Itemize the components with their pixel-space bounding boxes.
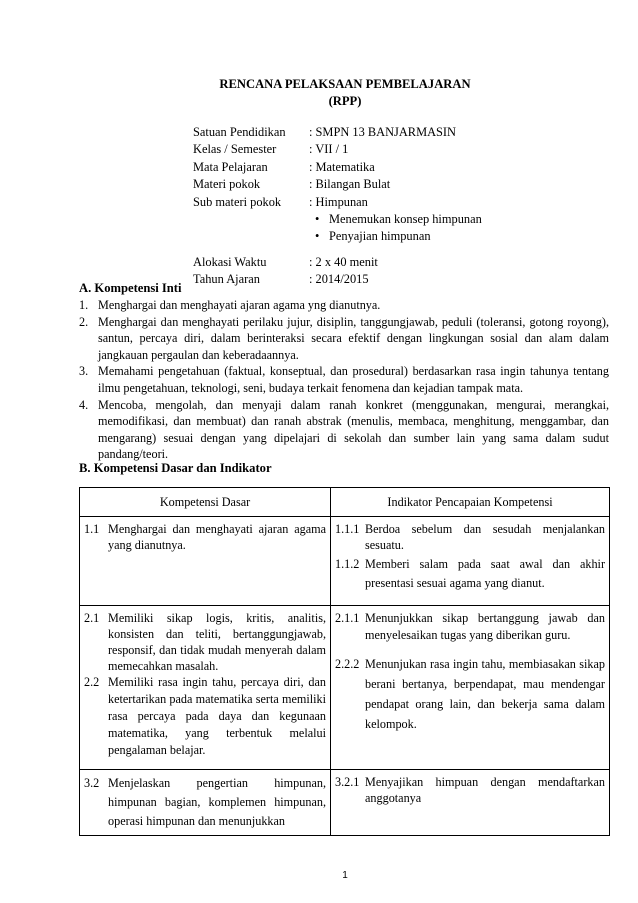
- table-row: [80, 517, 610, 606]
- section-b-heading: B. Kompetensi Dasar dan Indikator: [79, 461, 272, 475]
- kd-item: 3.2 Menjelaskan pengertian himpunan, himpunan bagian, komplemen himpunan, operasi himpunan dan menunjukkan: [84, 776, 326, 828]
- meta-row: Sub materi pokok : Himpunan: [193, 194, 368, 209]
- indicator-item: 1.1.2 Memberi salam pada saat awal dan akhir presentasi sesuai agama yang dianut.: [335, 557, 605, 590]
- kd-item: 2.2 Memiliki rasa ingin tahu, percaya diri, dan ketertarikan pada matematika serta memiliki rasa percaya pada daya dan kegunaan matematika, yang terbentuk melalui pengalaman belajar.: [84, 675, 326, 757]
- meta-row: Alokasi Waktu : 2 x 40 menit: [193, 254, 378, 269]
- table-cell: [80, 606, 331, 770]
- meta-row: Mata Pelajaran : Matematika: [193, 159, 375, 174]
- meta-row: Kelas / Semester : VII / 1: [193, 142, 349, 157]
- doc-subtitle: (RPP): [328, 94, 362, 108]
- column-header: Kompetensi Dasar: [80, 488, 331, 517]
- kompetensi-inti-list: [79, 297, 609, 463]
- table-cell: [80, 770, 331, 836]
- indicator-item: 3.2.1 Menyajikan himpuan dengan mendaftarkan anggotanya: [335, 775, 605, 805]
- kd-item: 2.1 Memiliki sikap logis, kritis, analitis, konsisten dan teliti, bertanggungjawab, responsif, dan tidak mudah menyerah dalam memecahkan masalah.: [84, 611, 326, 673]
- column-header: Indikator Pencapaian Kompetensi: [331, 488, 610, 517]
- table-row: [80, 606, 610, 770]
- table-header-row: [80, 488, 610, 517]
- list-item: 4. Mencoba, mengolah, dan menyaji dalam ranah konkret (menggunakan, mengurai, merangkai, memodifikasi, dan membuat) dan ranah abstrak (menulis, membaca, menghitung, menggambar, dan mengarang) sesuai dengan yang dipelajari di sekolah dan sumber lain yang sama dalam sudut pandang/teori.: [79, 397, 609, 462]
- table-cell: [80, 517, 331, 606]
- table-row: [80, 770, 610, 836]
- table-cell: [331, 770, 610, 836]
- meta-row: Tahun Ajaran : 2014/2015: [193, 272, 369, 287]
- list-item: 3. Memahami pengetahuan (faktual, konseptual, dan prosedural) berdasarkan rasa ingin tahunya tentang ilmu pengetahuan, teknologi, seni, budaya terkait fenomena dan kejadian tampak mata.: [79, 364, 609, 395]
- bullet-icon: •: [315, 212, 320, 227]
- kd-item: 1.1 Menghargai dan menghayati ajaran agama yang dianutnya.: [84, 522, 326, 552]
- indicator-item: 2.1.1 Menunjukkan sikap bertanggung jawab dan menyelesaikan tugas yang diberikan guru.: [335, 611, 605, 642]
- submateri-bullet: • Penyajian himpunan: [193, 228, 482, 245]
- indicator-item: 2.2.2 Menunjukan rasa ingin tahu, membiasakan sikap berani bertanya, berpendapat, mau mendengar pendapat orang lain, dan bekerja sama dalam kelompok.: [335, 657, 605, 731]
- table-cell: [331, 517, 610, 606]
- bullet-icon: •: [315, 229, 320, 244]
- identity-block: [193, 124, 482, 289]
- list-item: 2. Menghargai dan menghayati perilaku jujur, disiplin, tanggungjawab, peduli (toleransi, gotong royong), santun, percaya diri, dalam berinteraksi secara efektif dengan lingkungan sosial dan alam dalam jangkauan pergaulan dan keberadaannya.: [79, 314, 609, 362]
- page-number: 1: [342, 870, 348, 881]
- indicator-item: 1.1.1 Berdoa sebelum dan sesudah menjalankan sesuatu.: [335, 522, 605, 552]
- meta-row: Materi pokok : Bilangan Bulat: [193, 177, 391, 192]
- meta-row: Satuan Pendidikan : SMPN 13 BANJARMASIN: [193, 125, 456, 139]
- table-cell: [331, 606, 610, 770]
- submateri-bullet: • Menemukan konsep himpunan: [193, 211, 482, 228]
- list-item: 1. Menghargai dan menghayati ajaran agama yng dianutnya.: [79, 298, 381, 312]
- section-a-heading: A. Kompetensi Inti: [79, 281, 182, 295]
- kompetensi-table: [79, 487, 610, 836]
- doc-title: RENCANA PELAKSAAN PEMBELAJARAN: [219, 77, 471, 91]
